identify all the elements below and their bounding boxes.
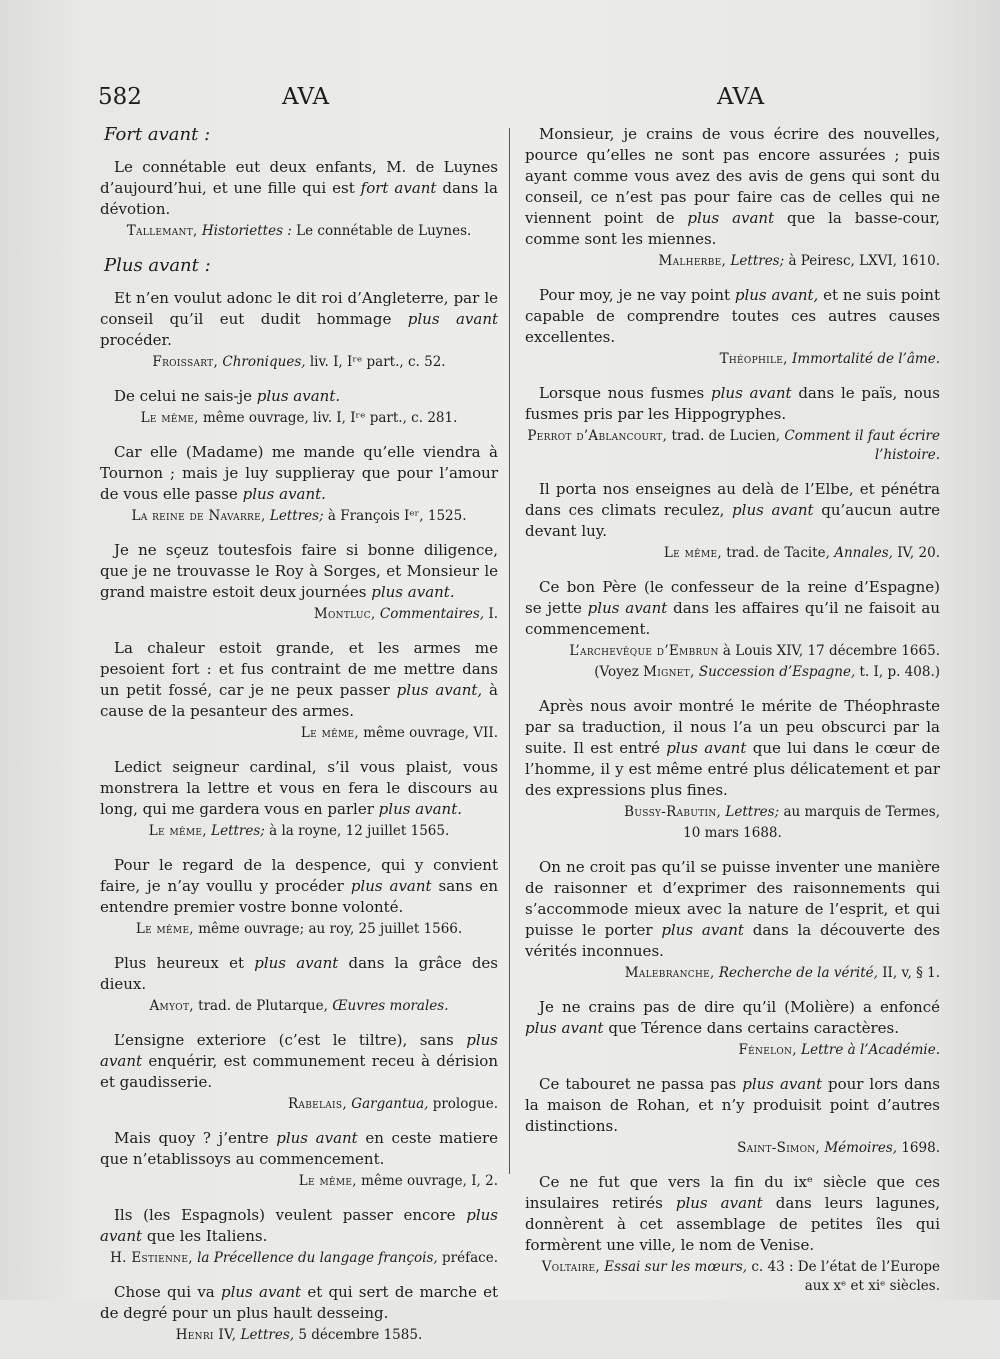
source-reference: Froissart, Chroniques, liv. I, Iʳᵉ part., c. 52. <box>152 354 446 370</box>
quotation: De celui ne sais-je plus avant. <box>114 387 341 405</box>
source-reference: Henri IV, Lettres, 5 décembre 1585. <box>175 1327 423 1343</box>
source-reference: Le même, même ouvrage; au roy, 25 juillet 1566. <box>135 921 463 937</box>
citation-entry <box>525 124 940 271</box>
source-reference: Montluc, Commentaires, I. <box>313 606 498 622</box>
right-column <box>525 124 940 1310</box>
citation-entry <box>525 1172 940 1296</box>
quotation: Ledict seigneur cardinal, s’il vous plaist, vous monstrera la lettre et vous en fera le discours au long, qui me gardera vous en parler plus avant. <box>100 758 498 818</box>
citation-entry <box>100 157 498 241</box>
quotation: Monsieur, je crains de vous écrire des nouvelles, pource qu’elles ne sont pas encore assurées ; puis ayant comme vous avez des avis de gens qui sont du conseil, ce n’est pas pour faire cas de celles qui ne viennent point de plus avant que la basse-cour, comme sont les miennes. <box>525 125 941 248</box>
quotation: La chaleur estoit grande, et les armes me pesoient fort : et fus contraint de me mettre dans un petit fossé, car je ne peux passer plus avant, à cause de la pesanteur des armes. <box>100 639 499 720</box>
source-reference: Théophile, Immortalité de l’âme. <box>719 351 940 367</box>
quotation: Chose qui va plus avant et qui sert de marche et de degré pour un plus hault desseing. <box>100 1283 498 1322</box>
source-reference: Malherbe, Lettres; à Peiresc, LXVI, 1610. <box>658 253 940 269</box>
left-column <box>100 124 498 1359</box>
source-reference: H. Estienne, la Précellence du langage françois, préface. <box>110 1250 498 1266</box>
source-reference: Voltaire, Essai sur les mœurs, c. 43 : De l’état de l’Europe aux xᵉ et xiᵉ siècles. <box>541 1259 940 1294</box>
section-heading: Plus avant : <box>104 255 211 276</box>
citation-entry <box>525 285 940 369</box>
citation-entry <box>100 540 498 624</box>
quotation: Mais quoy ? j’entre plus avant en ceste matiere que n’etablissoys au commencement. <box>100 1129 499 1168</box>
citation-entry <box>100 1030 498 1114</box>
source-reference: Le même, même ouvrage, I, 2. <box>298 1173 498 1189</box>
citation-entry <box>100 953 498 1016</box>
source-reference: Malebranche, Recherche de la vérité, II, v, § 1. <box>624 965 940 981</box>
citation-entry <box>525 1074 940 1158</box>
page-number: 582 <box>98 84 142 110</box>
citation-entry <box>100 288 498 372</box>
quotation: L’ensigne exteriore (c’est le tiltre), sans plus avant enquérir, est communement receu à dérision et gaudisserie. <box>100 1031 498 1091</box>
citation-entry <box>100 855 498 939</box>
source-reference: Rabelais, Gargantua, prologue. <box>287 1096 498 1112</box>
source-reference: La reine de Navarre, Lettres; à François Iᵉʳ, 1525. <box>131 508 467 524</box>
source-reference: Le même, même ouvrage, VII. <box>300 725 498 741</box>
source-reference: Bussy-Rabutin, Lettres; au marquis de Termes, <box>624 804 940 820</box>
citation-entry <box>525 479 940 563</box>
source-reference: Le même, Lettres; à la royne, 12 juillet 1565. <box>148 823 450 839</box>
section-heading: Fort avant : <box>104 124 211 145</box>
citation-entry <box>525 577 940 682</box>
source-reference-date: 10 mars 1688. <box>683 825 782 841</box>
citation-entry <box>100 442 498 526</box>
source-reference: Le même, trad. de Tacite, Annales, IV, 20. <box>663 545 940 561</box>
source-reference: Saint-Simon, Mémoires, 1698. <box>737 1140 940 1156</box>
column-divider <box>509 128 510 1174</box>
source-reference: Perrot d’Ablancourt, trad. de Lucien, Comment il faut écrire l’histoire. <box>527 428 940 463</box>
quotation: Je ne crains pas de dire qu’il (Molière) a enfoncé plus avant que Térence dans certains caractères. <box>525 998 940 1037</box>
source-reference: L’archevêque d’Embrun à Louis XIV, 17 décembre 1665. <box>569 643 940 659</box>
quotation: Pour moy, je ne vay point plus avant, et ne suis point capable de comprendre toutes ces autres causes excellentes. <box>525 286 940 346</box>
citation-entry <box>525 997 940 1060</box>
running-head-left: AVA <box>282 84 330 110</box>
quotation: Ce tabouret ne passa pas plus avant pour lors dans la maison de Rohan, et n’y produisit point d’autres distinctions. <box>525 1075 940 1135</box>
quotation: Et n’en voulut adonc le dit roi d’Angleterre, par le conseil qu’il eut dudit hommage plus avant procéder. <box>100 289 499 349</box>
citation-entry <box>100 1282 498 1345</box>
quotation: Il porta nos enseignes au delà de l’Elbe, et pénétra dans ces climats reculez, plus avant qu’aucun autre devant luy. <box>525 480 941 540</box>
source-reference: Amyot, trad. de Plutarque, Œuvres morales. <box>149 998 449 1014</box>
citation-entry <box>525 857 940 983</box>
source-reference: Tallemant, Historiettes : Le connétable de Luynes. <box>126 223 472 239</box>
quotation: Ce ne fut que vers la fin du ixᵉ siècle que ces insulaires retirés plus avant dans leurs lagunes, donnèrent à cet assemblage de petites îles qui formèrent une ville, le nom de Venise. <box>525 1173 941 1254</box>
quotation: Plus heureux et plus avant dans la grâce des dieux. <box>100 954 499 993</box>
running-head-right: AVA <box>717 84 765 110</box>
citation-entry <box>100 1128 498 1191</box>
running-header <box>0 84 1000 114</box>
quotation: Je ne sçeuz toutesfois faire si bonne diligence, que je ne trouvasse le Roy à Sorges, et Monsieur le grand maistre estoit deux journées plus avant. <box>100 541 498 601</box>
source-reference: Le même, même ouvrage, liv. I, Iʳᵉ part., c. 281. <box>140 410 458 426</box>
citation-entry <box>100 757 498 841</box>
quotation: Ils (les Espagnols) veulent passer encore plus avant que les Italiens. <box>100 1206 498 1245</box>
citation-entry <box>100 386 498 428</box>
quotation: Lorsque nous fusmes plus avant dans le païs, nous fusmes pris par les Hippogryphes. <box>525 384 941 423</box>
citation-entry <box>100 638 498 743</box>
source-reference-note: (Voyez Mignet, Succession d’Espagne, t. I, p. 408.) <box>594 664 940 680</box>
quotation: Ce bon Père (le confesseur de la reine d’Espagne) se jette plus avant dans les affaires qu’il ne faisoit au commencement. <box>525 578 940 638</box>
quotation: Le connétable eut deux enfants, M. de Luynes d’aujourd’hui, et une fille qui est fort avant dans la dévotion. <box>100 158 498 218</box>
citation-entry <box>100 1205 498 1268</box>
quotation: Pour le regard de la despence, qui y convient faire, je n’ay voullu y procéder plus avant sans en entendre premier vostre bonne volonté. <box>100 856 499 916</box>
quotation: On ne croit pas qu’il se puisse inventer une manière de raisonner et d’exprimer des raisonnements qui s’accommode mieux avec la nature de l’esprit, et qui puisse le porter plus avant dans la découverte des vérités inconnues. <box>525 858 940 960</box>
citation-entry <box>525 696 940 843</box>
citation-entry <box>525 383 940 465</box>
source-reference: Fénelon, Lettre à l’Académie. <box>738 1042 940 1058</box>
quotation: Car elle (Madame) me mande qu’elle viendra à Tournon ; mais je luy supplieray que pour l’amour de vous elle passe plus avant. <box>100 443 498 503</box>
quotation: Après nous avoir montré le mérite de Théophraste par sa traduction, il nous l’a un peu obscurci par la suite. Il est entré plus avant que lui dans le cœur de l’homme, il y est même entré plus délicatement et par des expressions plus fines. <box>525 697 941 799</box>
